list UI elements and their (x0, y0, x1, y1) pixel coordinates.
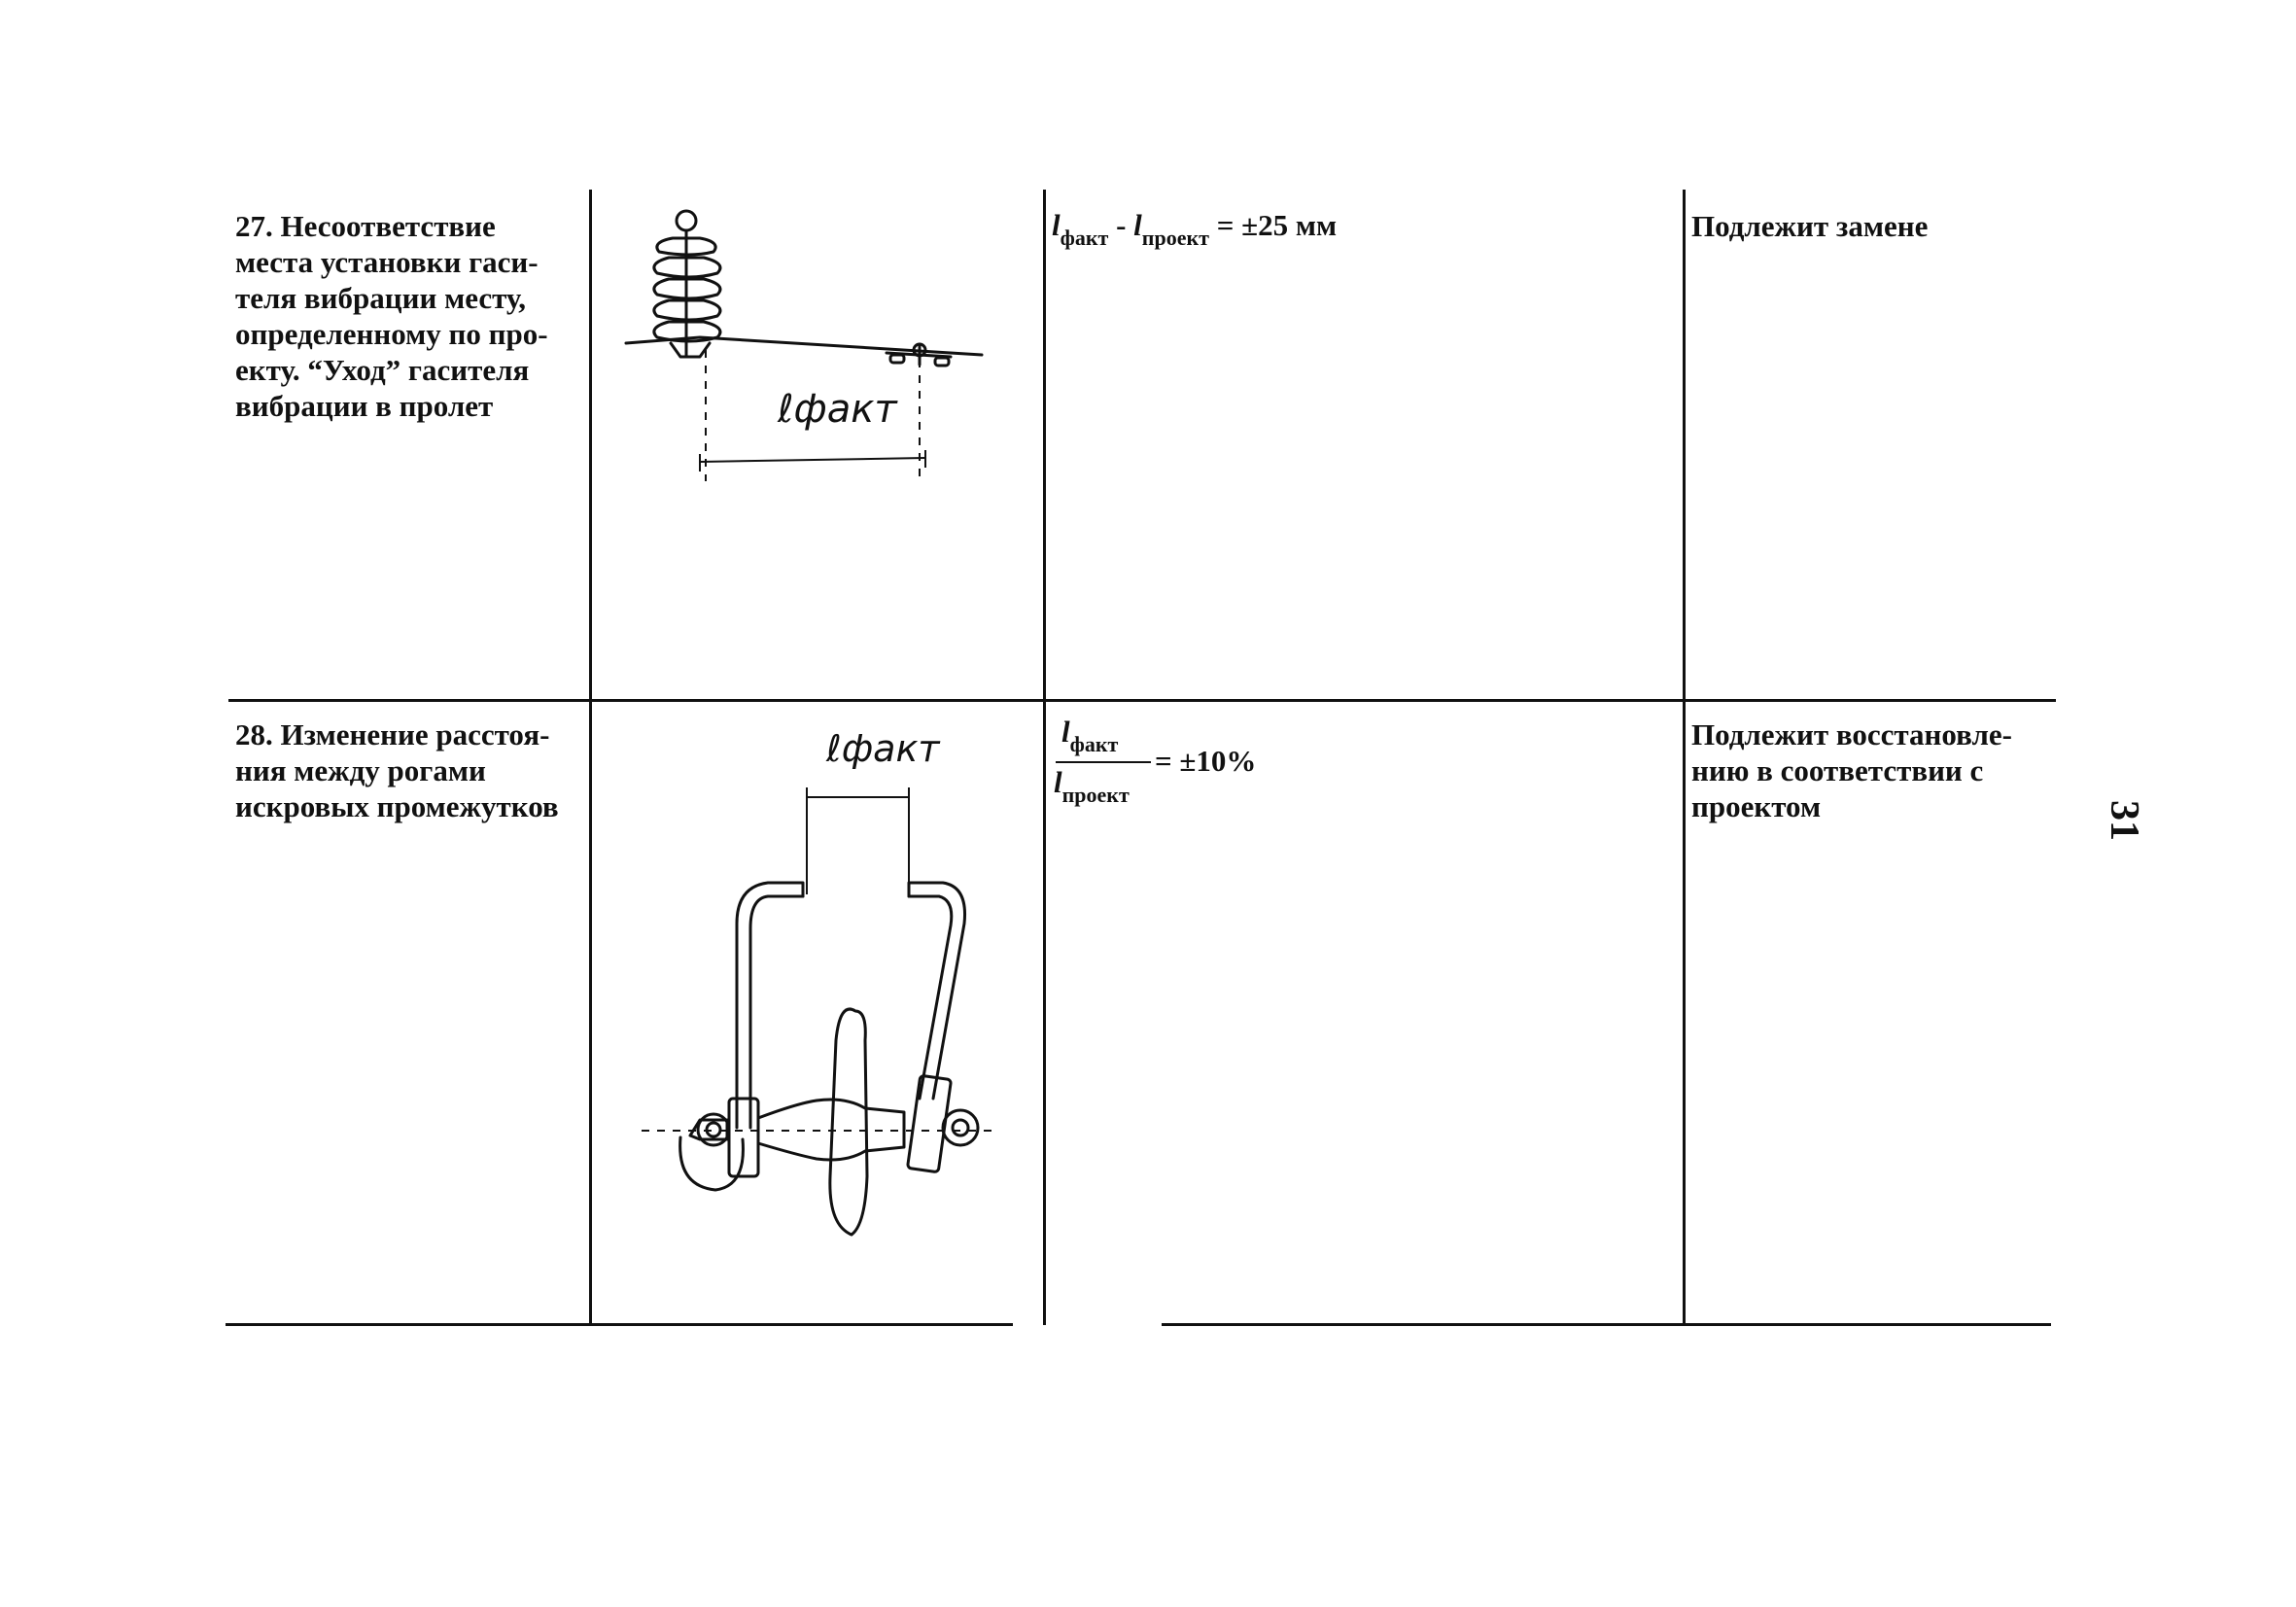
page-number: 31 (2102, 800, 2146, 841)
vibration-damper-diagram (612, 199, 1021, 491)
table-bottom-border-right (1162, 1323, 2051, 1326)
spark-gap-horns-diagram (622, 719, 1011, 1264)
row27-description: 27. Несоответствие места установки гаси- теля вибрации месту, определенному по про- екту. “Уход” гасителя вибрации в пролет (235, 209, 548, 423)
fraction-bar (1056, 761, 1151, 763)
table-bottom-border-left (226, 1323, 1013, 1326)
row27-diagram-label: ℓфакт (778, 387, 897, 432)
criterion-denominator: $l_{проект}$ (1054, 765, 1130, 807)
row27-remedy: Подлежит замене (1691, 209, 1929, 243)
row28-description: 28. Изменение расстоя- ния между рогами искровых промежутков (235, 717, 559, 823)
column-divider-1 (589, 190, 592, 1325)
row28-remedy: Подлежит восстановле- нию в соответствии с проектом (1691, 717, 2012, 823)
row27-criterion: $l_{факт} - l_{проект} = \pm 25$ мм (1052, 208, 1338, 250)
row28-diagram-label: ℓфакт (826, 727, 940, 770)
criterion-numerator: $l_{факт}$ (1061, 715, 1119, 756)
row28-criterion (1052, 715, 1285, 821)
column-divider-3 (1683, 190, 1686, 1325)
column-divider-2 (1043, 190, 1046, 1325)
criterion-value: = ±10% (1155, 744, 1257, 778)
row-divider (228, 699, 2056, 702)
